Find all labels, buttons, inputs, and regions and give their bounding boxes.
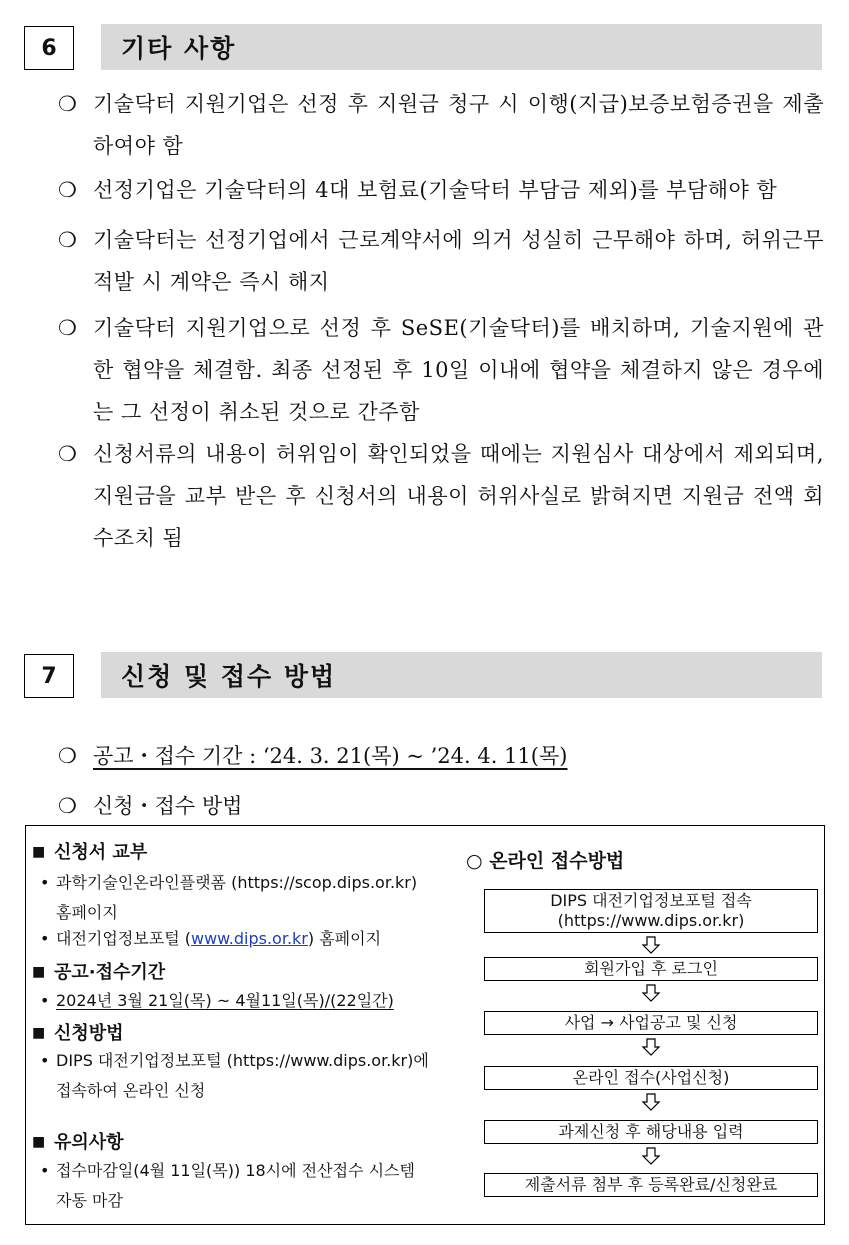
list-item	[58, 219, 824, 303]
step-document-attach-complete: 제출서류 첨부 후 등록완료/신청완료	[484, 1173, 818, 1197]
dot-bullet-icon: •	[40, 991, 50, 1010]
step-signup-login: 회원가입 후 로그인	[484, 957, 818, 981]
square-bullet-icon: ■	[32, 964, 46, 980]
list-item	[40, 924, 470, 954]
list-item	[40, 1156, 470, 1216]
list-item-text: 기술닥터는 선정기업에서 근로계약서에 의거 성실히 근무해야 하며, 허위근무 적발 시 계약은 즉시 해지	[93, 228, 824, 294]
application-period-text: 공고・접수 기간 : ‘24. 3. 21(목) ~ ’24. 4. 11(목)	[93, 744, 568, 768]
bullet-icon: ❍	[58, 92, 77, 116]
heading-announcement-period	[32, 958, 165, 984]
down-arrow-icon	[641, 936, 661, 954]
square-bullet-icon: ■	[32, 844, 46, 860]
application-info-box	[25, 825, 825, 1225]
list-item-text: 신청서류의 내용이 허위임이 확인되었을 때에는 지원심사 대상에서 제외되며, 지원금을 교부 받은 후 신청서의 내용이 허위사실로 밝혀지면 지원금 전액 회수조치 됨	[93, 442, 824, 550]
list-item-text: 대전기업정보포털 (	[56, 929, 191, 948]
step-business-announcement: 사업 → 사업공고 및 신청	[484, 1011, 818, 1035]
list-item-text: 기술닥터 지원기업으로 선정 후 SeSE(기술닥터)를 배치하며, 기술지원에 관한 협약을 체결함. 최종 선정된 후 10일 이내에 협약을 체결하지 않은 경우에는 그 선정이 취소된 것으로 간주함	[93, 316, 824, 424]
list-item-text: 선정기업은 기술닥터의 4대 보험료(기술닥터 부담금 제외)를 부담해야 함	[93, 178, 778, 202]
step-text: (https://www.dips.or.kr)	[557, 911, 745, 930]
section-7-number: 7	[24, 654, 74, 698]
down-arrow-icon	[641, 984, 661, 1002]
list-item-text: 홈페이지	[56, 903, 118, 922]
heading-notes	[32, 1128, 124, 1154]
dot-bullet-icon: •	[40, 1051, 50, 1070]
heading-text: 신청방법	[54, 1023, 124, 1044]
bullet-icon: ❍	[58, 228, 77, 252]
list-item	[58, 83, 824, 167]
heading-application-method	[32, 1019, 124, 1045]
list-item-text: 기술닥터 지원기업은 선정 후 지원금 청구 시 이행(지급)보증보험증권을 제출하여야 함	[93, 92, 824, 158]
application-method-line	[58, 790, 242, 820]
down-arrow-icon	[641, 1147, 661, 1165]
bullet-icon: ❍	[58, 744, 77, 768]
heading-text: 신청서 교부	[54, 842, 148, 863]
bullet-icon: ❍	[58, 442, 77, 466]
list-item	[58, 307, 824, 433]
heading-form-distribution	[32, 838, 147, 864]
heading-text: 공고·접수기간	[54, 962, 166, 983]
down-arrow-icon	[641, 1093, 661, 1111]
dips-link[interactable]: www.dips.or.kr	[190, 929, 308, 948]
list-item	[40, 1046, 470, 1106]
square-bullet-icon: ■	[32, 1134, 46, 1150]
section-7-title: 신청 및 접수 방법	[101, 652, 822, 698]
list-item-text: 자동 마감	[56, 1191, 123, 1210]
list-item-text: 접수마감일(4월 11일(목)) 18시에 전산접수 시스템	[56, 1161, 415, 1180]
step-project-input: 과제신청 후 해당내용 입력	[484, 1120, 818, 1144]
list-item-text: 과학기술인온라인플랫폼 (https://scop.dips.or.kr)	[56, 873, 418, 892]
section-6-title: 기타 사항	[101, 24, 822, 70]
list-item-text: DIPS 대전기업정보포털 (https://www.dips.or.kr)에	[56, 1051, 429, 1070]
bullet-icon: ❍	[58, 316, 77, 340]
list-item	[58, 433, 824, 559]
heading-text: 유의사항	[54, 1132, 124, 1153]
application-period-line	[58, 740, 567, 770]
list-item	[40, 868, 470, 928]
list-item	[40, 986, 470, 1016]
step-dips-access	[484, 889, 818, 933]
online-method-heading: ○ 온라인 접수방법	[466, 850, 625, 872]
dot-bullet-icon: •	[40, 873, 50, 892]
list-item-text: 접속하여 온라인 신청	[56, 1081, 206, 1100]
step-text: DIPS 대전기업정보포털 접속	[550, 891, 752, 910]
bullet-icon: ❍	[58, 794, 77, 818]
step-online-submission: 온라인 접수(사업신청)	[484, 1066, 818, 1090]
application-method-text: 신청・접수 방법	[93, 794, 243, 818]
dot-bullet-icon: •	[40, 1161, 50, 1180]
down-arrow-icon	[641, 1038, 661, 1056]
square-bullet-icon: ■	[32, 1025, 46, 1041]
list-item-text: ) 홈페이지	[307, 929, 382, 948]
section-6-number: 6	[24, 26, 74, 70]
list-item-text: 2024년 3월 21일(목) ~ 4월11일(목)/(22일간)	[56, 991, 394, 1010]
dot-bullet-icon: •	[40, 929, 50, 948]
list-item	[58, 169, 824, 211]
bullet-icon: ❍	[58, 178, 77, 202]
